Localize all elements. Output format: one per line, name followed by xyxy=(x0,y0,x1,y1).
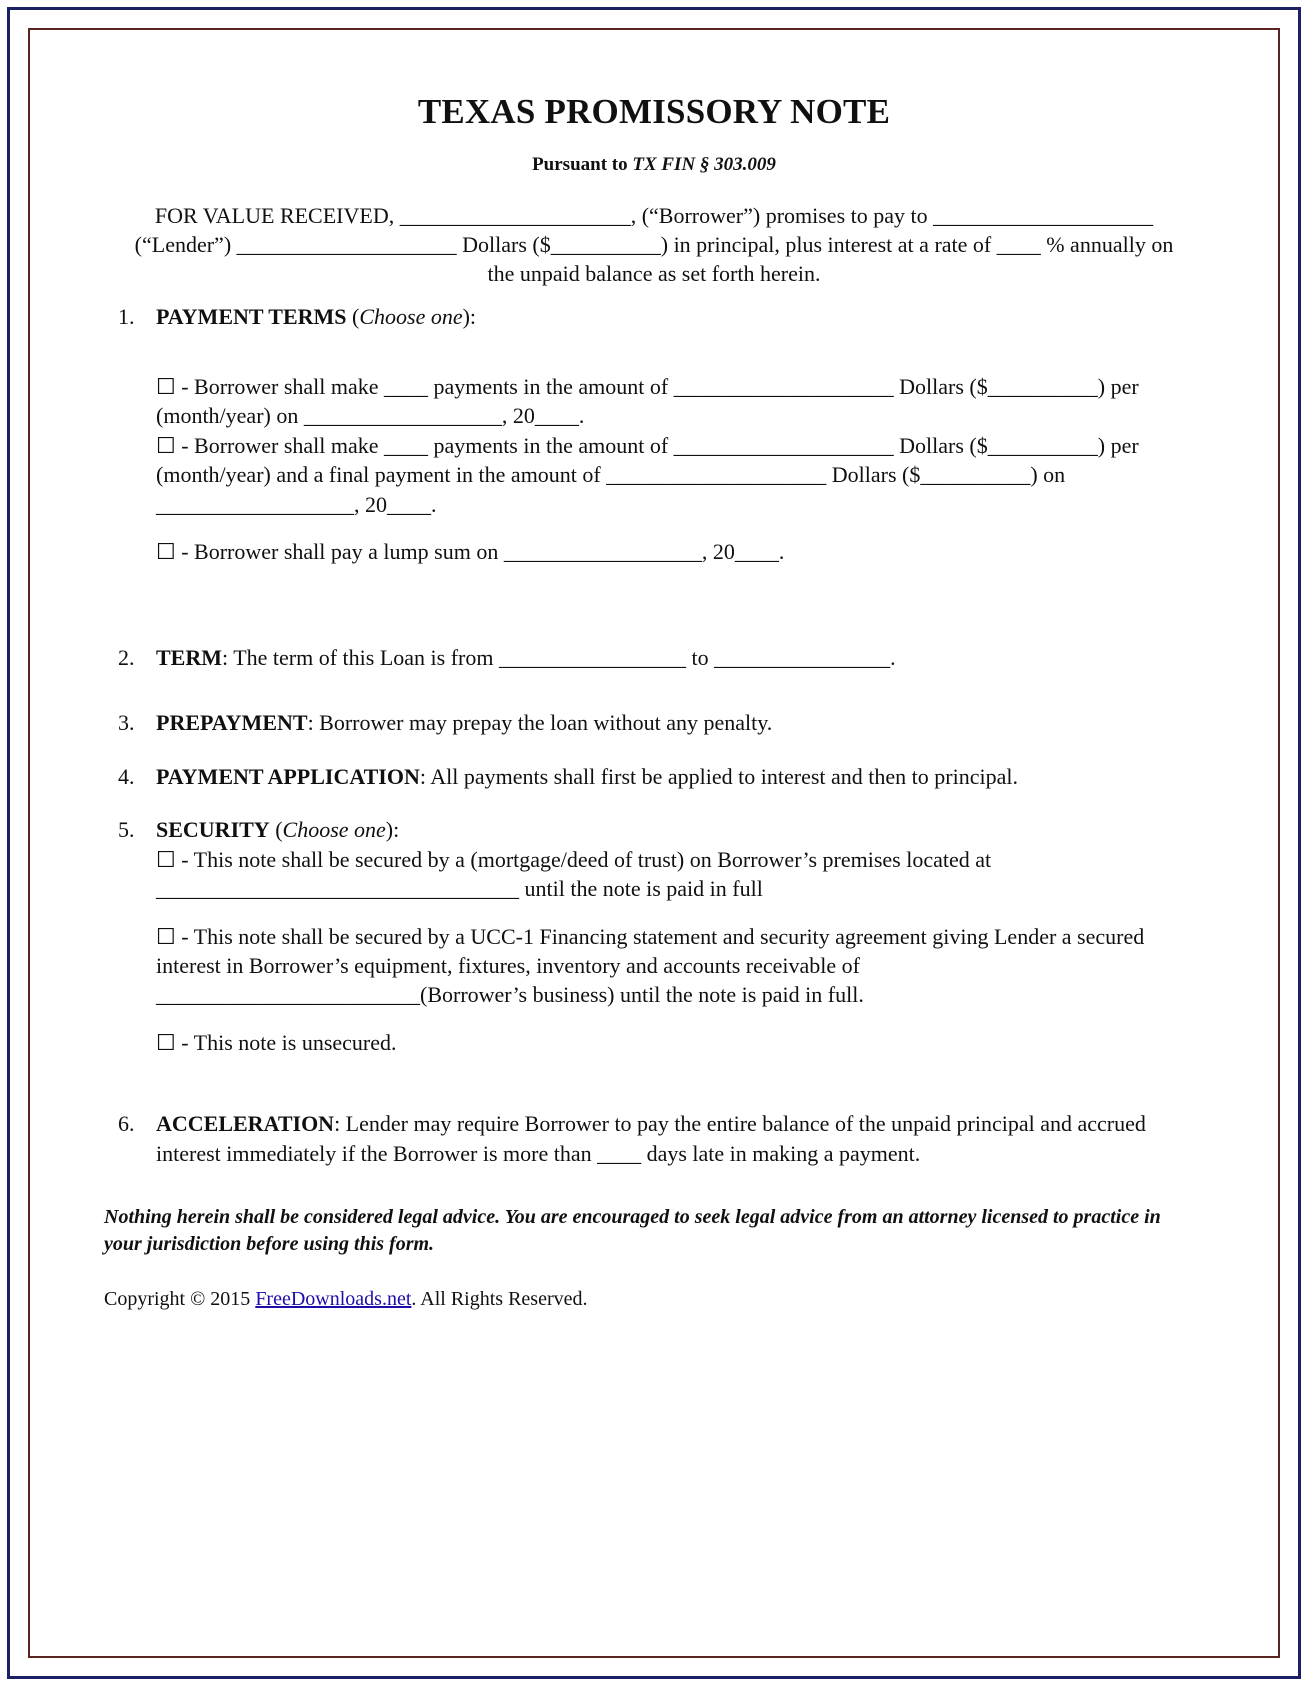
spacer xyxy=(156,791,1204,809)
spacer xyxy=(156,738,1204,756)
payment-terms-options xyxy=(156,372,1204,567)
copyright-prefix: Copyright © 2015 xyxy=(104,1288,256,1311)
spacer xyxy=(156,577,1204,637)
copyright-line xyxy=(104,1286,1204,1312)
clause-note-close: ): xyxy=(385,817,400,843)
clause-body: : Borrower may prepay the loan without any penalty. xyxy=(307,710,773,736)
spacer xyxy=(156,1010,1204,1028)
clause-body: : All payments shall first be applied to interest and then to principal. xyxy=(419,763,1018,789)
clause-security xyxy=(104,815,1204,1103)
clause-heading: PREPAYMENT xyxy=(156,710,308,736)
spacer xyxy=(156,1057,1204,1103)
clause-body: : Lender may require Borrower to pay the entire balance of the unpaid principal and accrued interest immediately if the Borrower is more than ____ days late in making a payment. xyxy=(156,1111,1146,1166)
clause-heading: PAYMENT TERMS xyxy=(156,304,347,330)
legal-disclaimer: Nothing herein shall be considered legal advice. You are encouraged to seek legal advice from an attorney licensed to practice in your jurisdiction before using this form. xyxy=(104,1206,1161,1256)
clause-heading: PAYMENT APPLICATION xyxy=(156,763,420,789)
copyright-suffix: . All Rights Reserved. xyxy=(411,1288,588,1311)
statute-citation: TX FIN § 303.009 xyxy=(632,154,776,175)
clause-body: : The term of this Loan is from _________________ to ________________. xyxy=(222,644,896,670)
spacer xyxy=(156,672,1204,702)
clause-heading: TERM xyxy=(156,644,222,670)
clause-note-italic: Choose one xyxy=(359,304,463,330)
page-inner-border xyxy=(28,28,1280,1658)
security-option-unsecured[interactable]: ☐ - This note is unsecured. xyxy=(156,1029,397,1055)
clause-heading: ACCELERATION xyxy=(156,1111,335,1137)
intro-paragraph: FOR VALUE RECEIVED, _____________________, (“Borrower”) promises to pay to ____________________ (“Lender”) ____________________ Dollars ($__________) in principal, plus interest at a rate of ____ % annually on the unpaid balance as set forth herein. xyxy=(134,203,1174,286)
subtitle-prefix: Pursuant to xyxy=(532,154,633,175)
clause-note-italic: Choose one xyxy=(282,817,386,843)
clause-note-close: ): xyxy=(462,304,477,330)
page-outer-border xyxy=(7,7,1301,1679)
security-options xyxy=(156,845,1204,1058)
clause-payment-application xyxy=(104,762,1204,809)
clause-acceleration xyxy=(104,1109,1204,1168)
payment-option-installments[interactable]: ☐ - Borrower shall make ____ payments in the amount of ____________________ Dollars ($__________) per (month/year) on __________________, 20____. xyxy=(156,373,1139,429)
spacer xyxy=(156,519,1204,537)
statute-subtitle xyxy=(104,154,1204,176)
clause-list xyxy=(104,302,1204,1168)
clause-payment-terms xyxy=(104,302,1204,636)
clause-heading: SECURITY xyxy=(156,817,270,843)
clause-note-open: ( xyxy=(269,817,283,843)
clause-term xyxy=(104,643,1204,702)
page-title: TEXAS PROMISSORY NOTE xyxy=(417,92,891,131)
security-option-ucc1[interactable]: ☐ - This note shall be secured by a UCC-1 Financing statement and security agreement giving Lender a secured interest in Borrower’s equipment, fixtures, inventory and accounts receivable of ________________________(Borrower’s business) until the note is paid in full. xyxy=(156,923,1145,1008)
document-sheet xyxy=(30,30,1278,1656)
clause-note-open: ( xyxy=(346,304,360,330)
spacer xyxy=(156,904,1204,922)
payment-option-installments-with-balloon[interactable]: ☐ - Borrower shall make ____ payments in the amount of ____________________ Dollars ($__________) per (month/year) and a final payment in the amount of ____________________ Dollars ($__________) on __________________, 20____. xyxy=(156,432,1139,517)
clause-prepayment xyxy=(104,708,1204,755)
payment-option-lump-sum[interactable]: ☐ - Borrower shall pay a lump sum on __________________, 20____. xyxy=(156,539,785,565)
freedownloads-link[interactable]: FreeDownloads.net xyxy=(255,1288,412,1311)
security-option-mortgage[interactable]: ☐ - This note shall be secured by a (mortgage/deed of trust) on Borrower’s premises located at _________________________________ until the note is paid in full xyxy=(156,846,992,902)
spacer xyxy=(104,1174,1204,1204)
